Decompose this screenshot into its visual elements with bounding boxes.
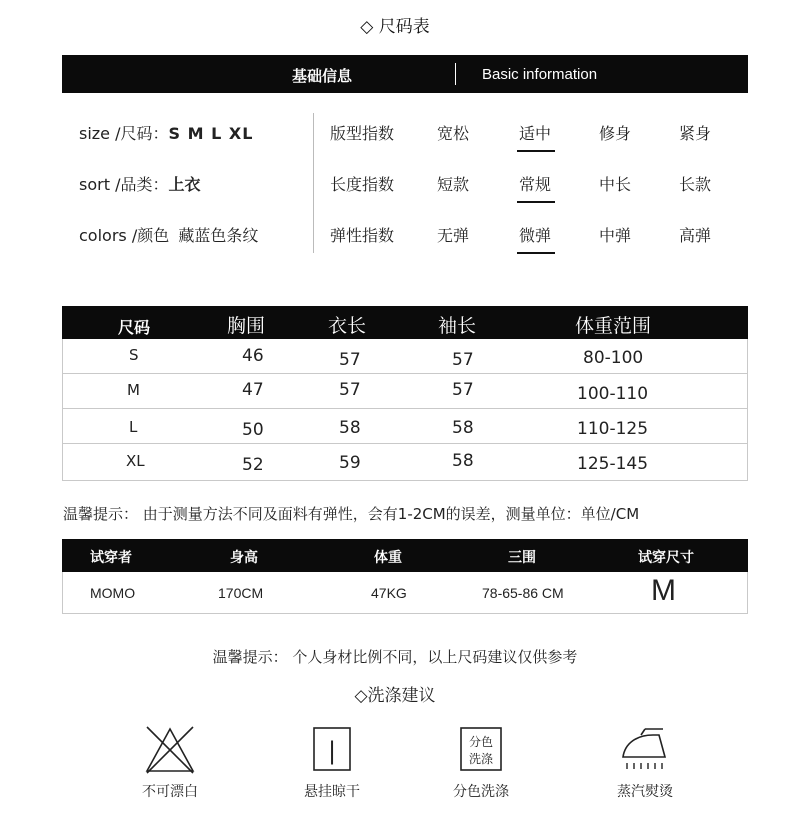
hang-dry-glyph: | <box>327 737 337 765</box>
no-bleach-icon <box>143 725 197 775</box>
table-row <box>63 409 747 444</box>
cell: 47KG <box>371 585 407 601</box>
size-info <box>79 121 253 144</box>
fit-option: 修身 <box>598 124 631 143</box>
hang-dry-icon <box>306 725 358 775</box>
length-option-selected: 常规 <box>505 172 565 195</box>
colors-value: 藏蓝色条纹 <box>178 226 259 245</box>
col-size: 尺码 <box>118 318 151 337</box>
cell: L <box>129 418 138 436</box>
basic-info-bar <box>62 55 748 93</box>
colors-info <box>79 223 258 246</box>
care-label: 蒸汽熨烫 <box>617 784 673 800</box>
fit-index-label: 版型指数 <box>330 124 395 143</box>
basic-info-en: Basic information <box>482 66 598 83</box>
col-weight: 体重 <box>374 550 402 566</box>
care-item <box>277 725 387 801</box>
cell: 52 <box>242 455 264 475</box>
length-option: 短款 <box>436 175 469 194</box>
care-item <box>115 725 225 801</box>
elasticity-option: 中弹 <box>598 226 631 245</box>
col-chest: 胸围 <box>227 315 266 337</box>
cell: M <box>651 574 676 607</box>
steam-iron-icon <box>615 725 675 775</box>
table-row <box>63 374 747 409</box>
wash-separately-icon <box>455 725 507 775</box>
fit-option-selected: 适中 <box>505 121 565 144</box>
elasticity-index-label: 弹性指数 <box>330 226 395 245</box>
cell: 125-145 <box>577 454 649 474</box>
length-option: 中长 <box>598 175 631 194</box>
col-height: 身高 <box>230 550 258 566</box>
model-table-row <box>62 572 748 614</box>
cell: 170CM <box>218 585 264 601</box>
basic-info-cn: 基础信息 <box>292 67 353 85</box>
wash-glyph-line2: 洗涤 <box>468 752 494 766</box>
fit-option: 紧身 <box>678 124 711 143</box>
model-table-header <box>62 539 748 572</box>
sort-label: sort /品类： <box>79 175 169 194</box>
elasticity-option-selected: 微弹 <box>505 223 565 246</box>
length-option: 长款 <box>678 175 711 194</box>
colors-label: colors /颜色 <box>79 226 170 245</box>
care-label: 分色洗涤 <box>453 784 509 800</box>
sort-value: 上衣 <box>168 175 201 194</box>
cell: 58 <box>452 451 474 471</box>
cell: M <box>127 381 140 399</box>
col-model: 试穿者 <box>90 550 132 566</box>
col-sleeve: 袖长 <box>438 315 477 337</box>
bar-divider <box>455 63 456 85</box>
care-label: 悬挂晾干 <box>304 784 360 800</box>
elasticity-option: 高弹 <box>678 226 711 245</box>
cell: 57 <box>339 380 361 400</box>
cell: 80-100 <box>583 348 644 368</box>
col-fit-size: 试穿尺寸 <box>638 550 694 566</box>
table-row <box>63 339 747 374</box>
cell: 58 <box>452 418 474 438</box>
cell: 59 <box>339 453 361 473</box>
measurement-tip: 温馨提示： 由于测量方法不同及面料有弹性，会有1-2CM的误差，测量单位：单位/CM <box>63 505 640 523</box>
care-item <box>590 725 700 801</box>
size-table-body <box>62 339 748 481</box>
table-row <box>63 444 747 479</box>
wash-title: ◇洗涤建议 <box>354 686 436 706</box>
elasticity-option: 无弹 <box>436 226 469 245</box>
cell: MOMO <box>90 585 136 601</box>
cell: 47 <box>242 380 264 400</box>
col-length: 衣长 <box>328 315 367 337</box>
col-measurements: 三围 <box>508 550 536 566</box>
wash-glyph-line1: 分色 <box>468 735 494 749</box>
size-label: size /尺码： <box>79 124 169 143</box>
sort-info <box>79 172 200 195</box>
cell: 57 <box>339 350 361 370</box>
cell: 46 <box>242 346 264 366</box>
care-label: 不可漂白 <box>142 784 198 800</box>
cell: 50 <box>242 420 264 440</box>
cell: 110-125 <box>577 419 649 439</box>
cell: 57 <box>452 380 474 400</box>
fit-option: 宽松 <box>436 124 469 143</box>
cell: 58 <box>339 418 361 438</box>
cell: S <box>129 346 139 364</box>
cell: 57 <box>452 350 474 370</box>
size-value: S M L XL <box>168 124 254 143</box>
size-tip: 温馨提示： 个人身材比例不同，以上尺码建议仅供参考 <box>212 648 578 666</box>
cell: 78-65-86 CM <box>482 585 564 601</box>
info-divider <box>313 113 314 253</box>
length-index-label: 长度指数 <box>330 175 395 194</box>
care-item <box>426 725 536 801</box>
col-weight-range: 体重范围 <box>575 315 652 337</box>
cell: XL <box>126 452 145 470</box>
cell: 100-110 <box>577 384 649 404</box>
page-title: ◇ 尺码表 <box>360 17 430 37</box>
size-table-header <box>62 306 748 339</box>
